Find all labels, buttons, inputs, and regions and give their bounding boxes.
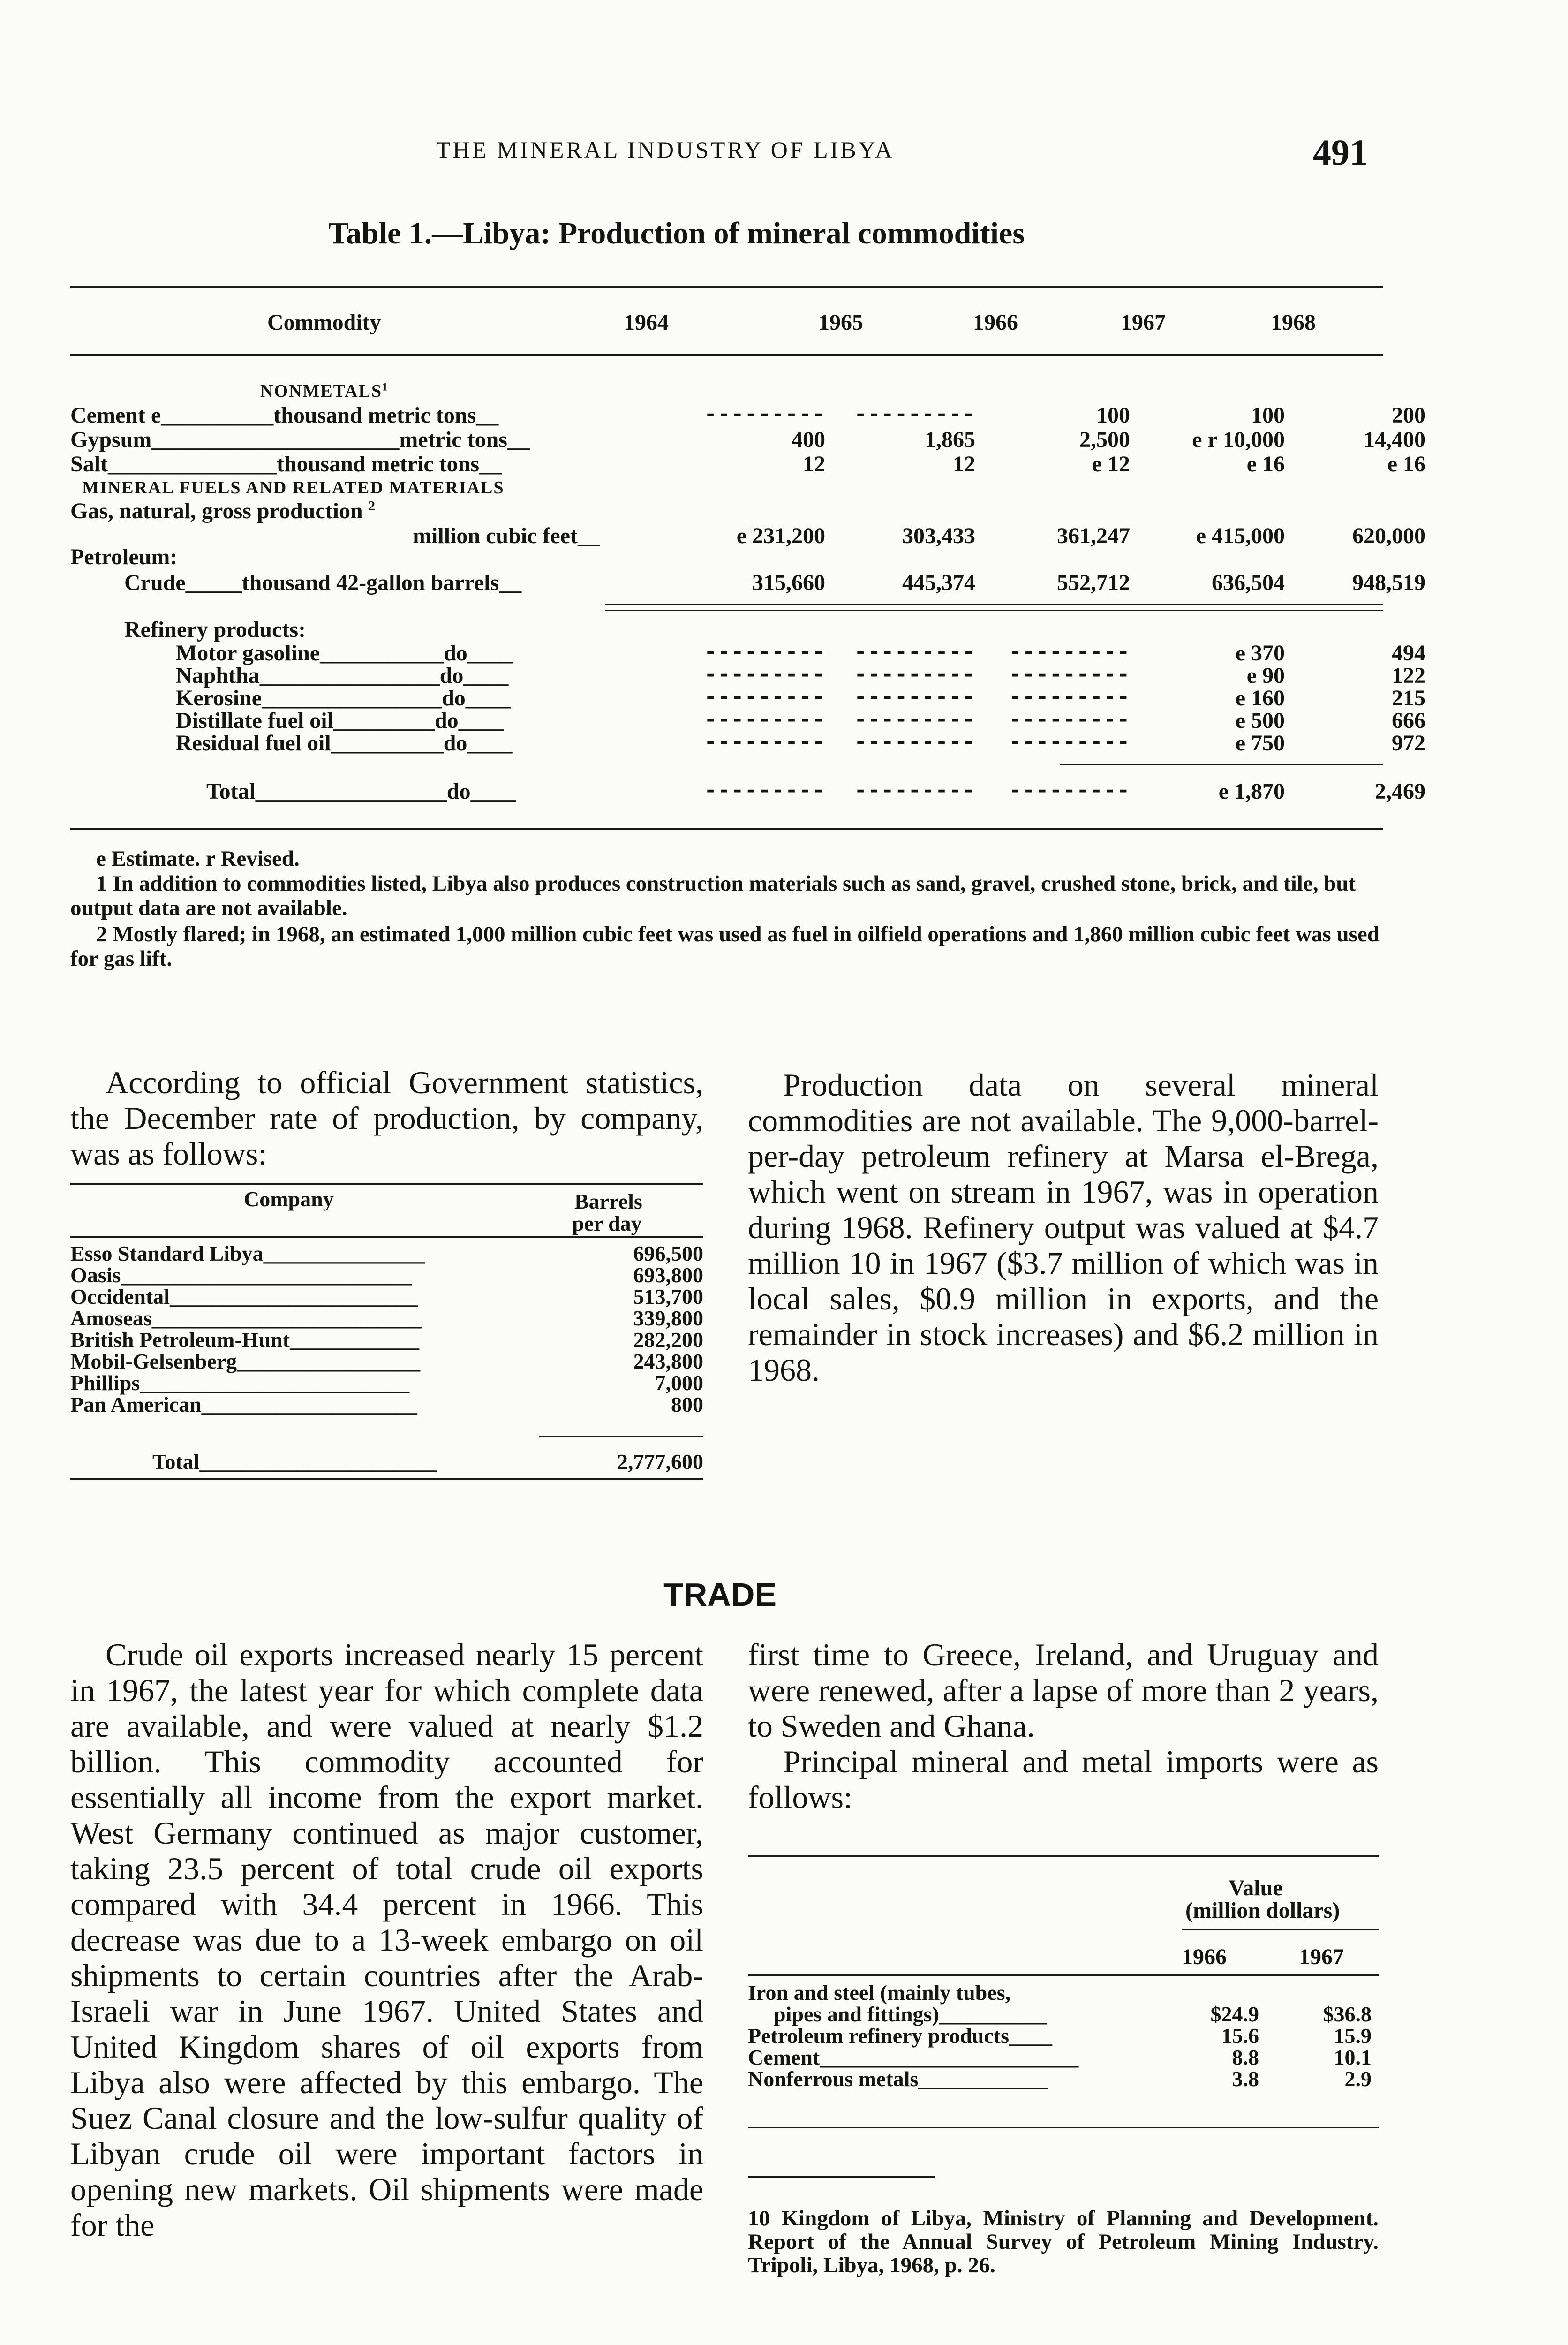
import-1967: $36.8: [1323, 2002, 1372, 2026]
table-row: [70, 685, 1425, 711]
cell: ---------: [853, 402, 975, 428]
cell: ---------: [703, 708, 825, 733]
table-row: [748, 2023, 1379, 2048]
cell: e 160: [1235, 686, 1285, 711]
table-row: [70, 570, 1425, 595]
table1-col-1965: 1965: [818, 310, 863, 335]
company-col-company: Company: [244, 1187, 334, 1211]
imports-col-1967: 1967: [1299, 1944, 1344, 1969]
cell: ---------: [853, 640, 975, 666]
cell: e 16: [1387, 452, 1425, 477]
cell: e r 10,000: [1192, 427, 1285, 452]
section-fuels: MINERAL FUELS AND RELATED MATERIALS: [82, 478, 505, 498]
company-name: Esso Standard Libya_______________: [70, 1241, 425, 1265]
import-name: Nonferrous metals____________: [748, 2067, 1048, 2091]
row-label: Kerosine________________do____: [176, 686, 511, 711]
cell: e 12: [1092, 452, 1130, 477]
company-total-rule: [539, 1436, 703, 1437]
table-row: [70, 1306, 703, 1330]
cell: e 1,870: [1218, 779, 1285, 804]
table-row: [70, 1370, 703, 1395]
note-2: 2 Mostly flared; in 1968, an estimated 1,000 million cubic feet was used as fuel in oilfield operations and 1,860 million cubic feet was used for gas lift.: [70, 922, 1380, 971]
table-row: [748, 2066, 1379, 2091]
table-row: [748, 2045, 1379, 2069]
cell: 972: [1392, 731, 1425, 756]
table1-double-rule-b: [605, 610, 1383, 611]
table-row: [70, 1327, 703, 1352]
row-label: Salt_______________thousand metric tons__: [70, 452, 502, 477]
company-barrels: 243,800: [633, 1349, 703, 1373]
section-nonmetals: NONMETALS$^1$: [260, 381, 389, 401]
cell: 100: [1096, 403, 1130, 428]
refinery-paragraph: Production data on several mineral commodities are not available. The 9,000-barrel-per-day petroleum refinery at Marsa el-Brega, which went on stream in 1967, was in operation during 1968. Refinery output was valued at $4.7 million 10 in 1967 ($3.7 million of which was in local sales, $0.9 million in exports, and the remainder in stock increases) and $6.2 million in 1968.: [748, 1067, 1379, 1388]
table-row: [70, 730, 1425, 756]
table-row: [70, 708, 1425, 733]
company-table-bottom-rule: [70, 1478, 703, 1480]
petroleum-label: Petroleum:: [70, 545, 178, 569]
table1-total-rule: [1060, 764, 1383, 765]
imports-table-top-rule: [748, 1855, 1379, 1857]
table1-double-rule-a: [605, 604, 1383, 605]
company-name: Occidental_______________________: [70, 1285, 418, 1309]
import-1967: 2.9: [1344, 2067, 1372, 2091]
table-row: [70, 640, 1425, 666]
import-1967: 15.9: [1334, 2024, 1372, 2048]
table-row: [748, 1980, 1379, 2005]
table1-col-1964: 1964: [624, 310, 669, 335]
imports-header-rule: [748, 1974, 1379, 1976]
company-barrels: 800: [671, 1392, 703, 1416]
table-row: [70, 1449, 703, 1474]
cell: e 750: [1235, 731, 1285, 756]
row-label: million cubic feet__: [413, 523, 600, 548]
cell: e 90: [1246, 663, 1285, 688]
company-name: Oasis___________________________: [70, 1263, 412, 1287]
note-1: 1 In addition to commodities listed, Libya also produces construction materials such as sand, gravel, crushed stone, brick, and tile, but output data are not available.: [70, 871, 1356, 920]
cell: ---------: [1008, 708, 1130, 733]
company-barrels: 693,800: [633, 1263, 703, 1287]
footnote-separator: [748, 2176, 935, 2178]
import-1966: 3.8: [1232, 2067, 1259, 2091]
row-label: Residual fuel oil__________do____: [176, 731, 513, 756]
company-table-top-rule: [70, 1183, 703, 1185]
row-label: Naphtha________________do____: [176, 663, 509, 688]
table1-top-rule: [70, 286, 1383, 288]
company-col-barrels: Barrels: [574, 1189, 642, 1213]
table-row: [70, 1349, 703, 1373]
table-row: [70, 1241, 703, 1263]
table-row: [70, 1392, 703, 1414]
company-name: Mobil-Gelsenberg_________________: [70, 1349, 421, 1373]
imports-value-rule: [1182, 1929, 1379, 1930]
cell: ---------: [703, 640, 825, 666]
cell: ---------: [1008, 640, 1130, 666]
cell: 636,504: [1212, 570, 1285, 595]
cell: 303,433: [902, 523, 975, 548]
table1-col-1968: 1968: [1271, 310, 1316, 335]
cell: ---------: [853, 708, 975, 733]
refinery-label: Refinery products:: [124, 617, 306, 642]
cell: 400: [792, 427, 825, 452]
table-row: [70, 663, 1425, 688]
company-barrels: 339,800: [633, 1306, 703, 1330]
cell: e 500: [1235, 708, 1285, 733]
company-barrels: 513,700: [633, 1285, 703, 1309]
cell: 1,865: [925, 427, 975, 452]
import-name: pipes and fittings)__________: [774, 2002, 1047, 2026]
company-total-label: Total______________________: [152, 1450, 437, 1474]
running-title: THE MINERAL INDUSTRY OF LIBYA: [436, 136, 895, 163]
table1-bottom-rule: [70, 828, 1383, 830]
import-1966: 8.8: [1232, 2045, 1259, 2069]
cell: e 415,000: [1196, 523, 1285, 548]
imports-units-header: (million dollars): [1185, 1898, 1340, 1923]
table1-header-rule: [70, 354, 1383, 356]
cell: 2,469: [1375, 779, 1425, 804]
cell: 12: [803, 452, 825, 477]
cell: 620,000: [1352, 523, 1425, 548]
cell: ---------: [1008, 663, 1130, 688]
table1-title: Table 1.—Libya: Production of mineral commodities: [328, 216, 1025, 250]
note-legend: e Estimate. r Revised.: [96, 847, 300, 871]
cell: e 231,200: [736, 523, 825, 548]
cell: ---------: [1008, 779, 1130, 804]
imports-value-header: Value: [1229, 1876, 1283, 1900]
company-barrels: 7,000: [655, 1371, 703, 1395]
table-row: [70, 451, 1425, 477]
cell: 666: [1392, 708, 1425, 733]
cell: 12: [953, 452, 975, 477]
table1-col-1966: 1966: [973, 310, 1018, 335]
cell: ---------: [703, 730, 825, 756]
company-total-value: 2,777,600: [617, 1450, 703, 1474]
page-number: 491: [1313, 132, 1368, 173]
cell: 361,247: [1057, 523, 1130, 548]
cell: 948,519: [1352, 570, 1425, 595]
cell: 200: [1392, 403, 1425, 428]
cell: ---------: [1008, 685, 1130, 711]
company-barrels: 282,200: [633, 1328, 703, 1352]
cell: ---------: [853, 663, 975, 688]
table-row: [70, 402, 1425, 428]
imports-intro: Principal mineral and metal imports were as follows:: [748, 1744, 1379, 1815]
cell: 445,374: [902, 570, 975, 595]
imports-table-bottom-rule: [748, 2127, 1379, 2128]
cell: 315,660: [752, 570, 825, 595]
cell: 215: [1392, 686, 1425, 711]
cell: ---------: [853, 685, 975, 711]
row-label: Cement e__________thousand metric tons__: [70, 403, 499, 428]
cell: ---------: [853, 730, 975, 756]
row-label: Distillate fuel oil_________do____: [176, 708, 504, 733]
trade-heading: TRADE: [663, 1576, 777, 1613]
cell: 552,712: [1057, 570, 1130, 595]
cell: 122: [1392, 663, 1425, 688]
import-name: Petroleum refinery products____: [748, 2024, 1053, 2048]
table-row: [70, 1284, 703, 1309]
cell: 2,500: [1079, 427, 1130, 452]
trade-paragraph-right: first time to Greece, Ireland, and Uruguay and were renewed, after a lapse of more than 2 years, to Sweden and Ghana.: [748, 1637, 1379, 1744]
table1-col-commodity: Commodity: [267, 310, 381, 335]
cell: 14,400: [1364, 427, 1425, 452]
company-name: Phillips_________________________: [70, 1371, 410, 1395]
company-name: Amoseas_________________________: [70, 1306, 422, 1330]
cell: ---------: [703, 402, 825, 428]
table-row: [70, 779, 1425, 804]
company-intro: According to official Government statistics, the December rate of production, by company, was as follows:: [70, 1065, 703, 1172]
cell: ---------: [703, 779, 825, 804]
cell: ---------: [1008, 730, 1130, 756]
import-name: Cement________________________: [748, 2045, 1079, 2069]
import-name: Iron and steel (mainly tubes,: [748, 1981, 1011, 2005]
company-barrels: 696,500: [633, 1241, 703, 1265]
table-row: [748, 2002, 1379, 2026]
company-col-perday: per day: [572, 1211, 642, 1235]
row-label: Motor gasoline___________do____: [176, 641, 513, 666]
footnote-10: 10 Kingdom of Libya, Ministry of Planning and Development. Report of the Annual Survey of Petroleum Mining Industry. Tripoli, Libya, 1968, p. 26.: [748, 2206, 1379, 2277]
cell: ---------: [703, 685, 825, 711]
gas-label: Gas, natural, gross production $^2$: [70, 499, 376, 523]
trade-paragraph-left: Crude oil exports increased nearly 15 percent in 1967, the latest year for which complete data are available, and were valued at nearly $1.2 billion. This commodity accounted for essentially all income from the export market. West Germany continued as major customer, taking 23.5 percent of total crude oil exports compared with 34.4 percent in 1966. This decrease was due to a 13-week embargo on oil shipments to certain countries after the Arab-Israeli war in June 1967. United States and United Kingdom shares of oil exports from Libya also were affected by this embargo. The Suez Canal closure and the low-sulfur quality of Libyan crude oil were important factors in opening new markets. Oil shipments were made for the: [70, 1637, 703, 2243]
cell: e 370: [1235, 641, 1285, 666]
row-label: Gypsum______________________metric tons__: [70, 427, 530, 452]
table-row: [70, 1263, 703, 1287]
table-row: [70, 427, 1425, 452]
company-name: British Petroleum-Hunt____________: [70, 1328, 420, 1352]
import-1966: 15.6: [1221, 2024, 1259, 2048]
cell: 100: [1251, 403, 1285, 428]
cell: e 16: [1246, 452, 1285, 477]
company-table-header-rule: [70, 1236, 703, 1238]
table1-col-1967: 1967: [1121, 310, 1166, 335]
company-name: Pan American____________________: [70, 1392, 417, 1416]
cell: ---------: [853, 779, 975, 804]
row-label: Crude_____thousand 42-gallon barrels__: [124, 570, 522, 595]
import-1966: $24.9: [1210, 2002, 1259, 2026]
imports-col-1966: 1966: [1182, 1944, 1227, 1969]
table-row: [70, 523, 1425, 548]
cell: 494: [1392, 641, 1425, 666]
cell: ---------: [703, 663, 825, 688]
import-1967: 10.1: [1334, 2045, 1372, 2069]
row-label: Total_________________do____: [206, 779, 516, 804]
